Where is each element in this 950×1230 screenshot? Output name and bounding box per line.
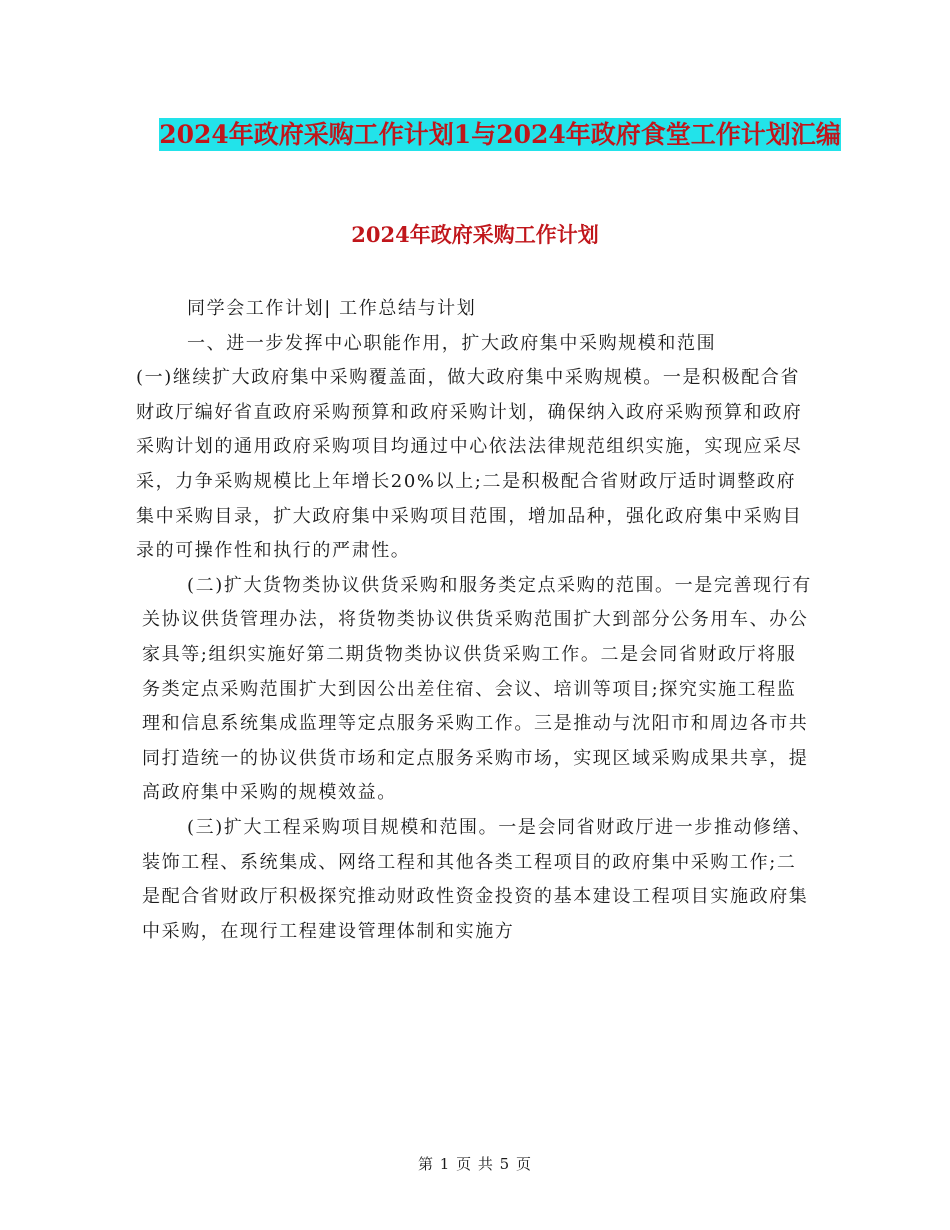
document-title <box>140 110 860 160</box>
body-paragraph: 同学会工作计划| 工作总结与计划 <box>187 298 477 319</box>
body-paragraph: (一)继续扩大政府集中采购覆盖面，做大政府集中采购规模。一是积极配合省财政厅编好省直政府采购预算和政府采购计划，确保纳入政府采购预算和政府采购计划的通用政府采购项目均通过中心依法法律规范组织实施，实现应采尽采，力争采购规模比上年增长20%以上;二是积极配合省财政厅适时调整政府集中采购目录，扩大政府集中采购项目范围，增加品种，强化政府集中采购目录的可操作性和执行的严肃性。 <box>136 367 803 562</box>
section-title: 2024年政府采购工作计划 <box>351 222 599 247</box>
page-number-footer: 第 1 页 共 5 页 <box>418 1155 532 1173</box>
body-paragraph: (三)扩大工程采购项目规模和范围。一是会同省财政厅进一步推动修缮、装饰工程、系统集成、网络工程和其他各类工程项目的政府集中采购工作;二是配合省财政厅积极探究推动财政性资金投资的基本建设工程项目实施政府集中采购，在现行工程建设管理体制和实施方 <box>142 816 812 942</box>
document-body <box>136 292 812 949</box>
document-title-text: 2024年政府采购工作计划1与2024年政府食堂工作计划汇编 <box>159 120 841 149</box>
body-paragraph: 一、进一步发挥中心职能作用，扩大政府集中采购规模和范围 <box>187 332 717 354</box>
body-paragraph: (二)扩大货物类协议供货采购和服务类定点采购的范围。一是完善现行有关协议供货管理办法，将货物类协议供货采购范围扩大到部分公务用车、办公家具等;组织实施好第二期货物类协议供货采购工作。二是会同省财政厅将服务类定点采购范围扩大到因公出差住宿、会议、培训等项目;探究实施工程监理和信息系统集成监理等定点服务采购工作。三是推动与沈阳市和周边各市共同打造统一的协议供货市场和定点服务采购市场，实现区域采购成果共享，提高政府集中采购的规模效益。 <box>142 574 812 804</box>
